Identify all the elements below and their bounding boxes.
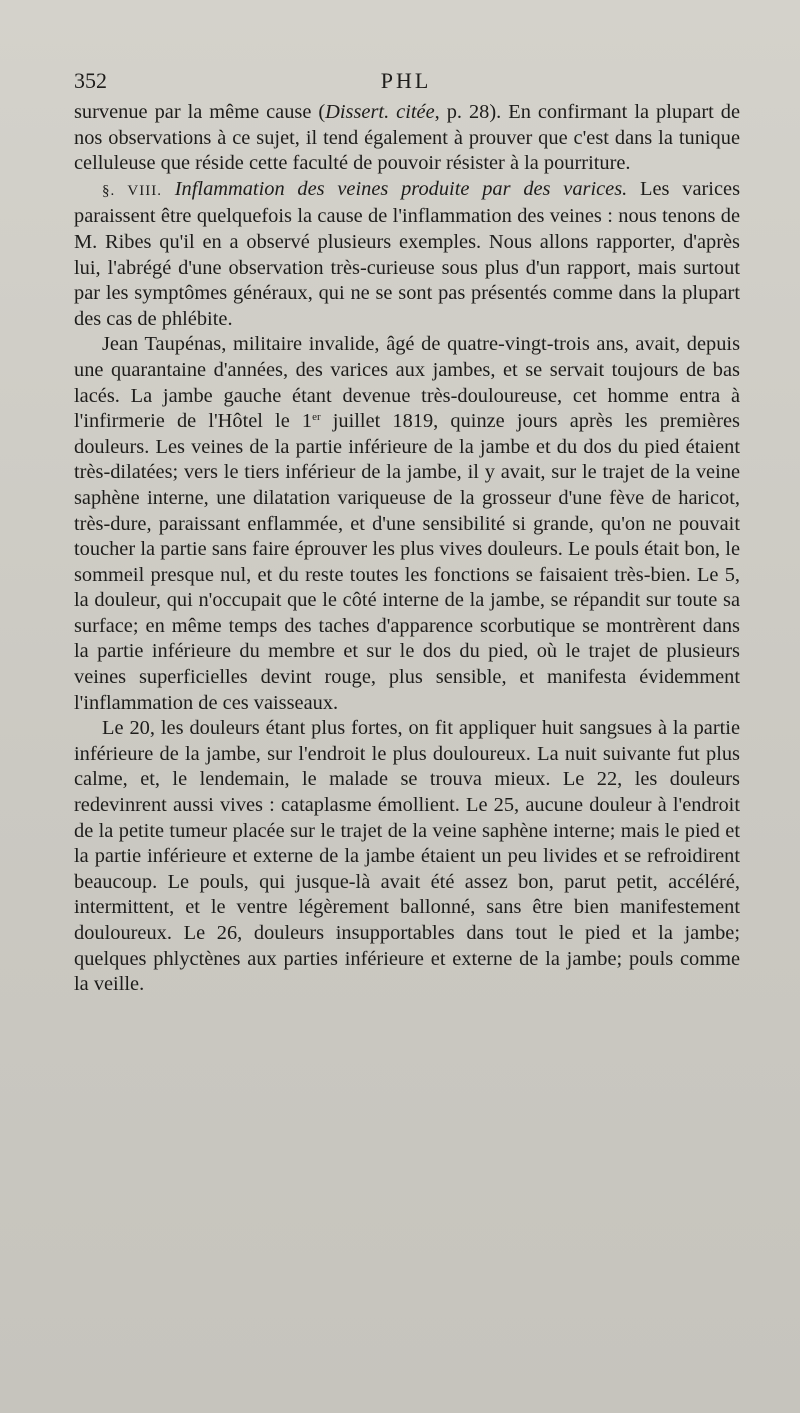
section-title: Inflammation des veines produite par des varices. bbox=[174, 177, 628, 200]
page-number: 352 bbox=[74, 68, 107, 93]
page-header bbox=[74, 68, 738, 102]
ordinal-superscript: er bbox=[312, 411, 321, 424]
running-head: PHL bbox=[380, 68, 432, 93]
body-text bbox=[74, 100, 740, 998]
section-paragraph bbox=[74, 177, 740, 333]
case-paragraph: Jean Taupénas, militaire invalide, âgé de quatre-vingt-trois ans, avait, depuis une quarantaine d'années, des varices aux jambes, et se servait toujours de bas lacés. La jambe gauche étant devenue très-douloureuse, cet homme entra à l'infirmerie de l'Hôtel le 1er juillet 1819, quinze jours après les premières douleurs. Les veines de la partie inférieure de la jambe et du dos du pied étaient très-dilatées; vers le tiers inférieur de la jambe, il y avait, sur le trajet de la veine saphène interne, une dilatation variqueuse de la grosseur d'une fève de haricot, très-dure, paraissant enflammée, et d'une sensibilité si grande, qu'on ne pouvait toucher la partie sans faire éprouver les plus vives douleurs. Le pouls était bon, le sommeil presque nul, et du reste toutes les fonctions se faisaient très-bien. Le 5, la douleur, qui n'occupait que le côté interne de la jambe, se répandit sur toute sa surface; en même temps des taches d'apparence scorbutique se montrèrent dans la partie inférieure du membre et sur le dos du pied, où le trajet de plusieurs veines superficielles devint rouge, plus sensible, et manifesta évidemment l'inflammation de ces vaisseaux. bbox=[74, 333, 740, 714]
section-body: Les varices paraissent être quelquefois la cause de l'inflammation des veines : nous tenons de M. Ribes qu'il en a observé plusieurs exemples. Nous allons rapporter, d'après lui, l'abrégé d'une observation très-curieuse sous plus d'un rapport, mais surtout par les symptômes généraux, qui ne se sont pas présentés comme dans la plupart des cas de phlébite. bbox=[74, 177, 741, 330]
paragraph-continuation: survenue par la même cause (Dissert. citée, p. 28). En confirmant la plupart de nos observations à ce sujet, il tend également à prouver que c'est dans la tunique celluleuse que réside cette faculté de pouvoir résister à la pourriture. bbox=[74, 101, 740, 175]
followup-paragraph: Le 20, les douleurs étant plus fortes, on fit appliquer huit sangsues à la partie inférieure de la jambe, sur l'endroit le plus douloureux. La nuit suivante fut plus calme, et, le lendemain, le malade se trouva mieux. Le 22, les douleurs redevinrent aussi vives : cataplasme émollient. Le 25, aucune douleur à l'endroit de la petite tumeur placée sur le trajet de la veine saphène interne; mais le pied et la partie inférieure et externe de la jambe étaient un peu livides et se refroidirent beaucoup. Le pouls, qui jusque-là avait été assez bon, parut petit, accéléré, intermittent, et le ventre légèrement ballonné, sans être bien manifestement douloureux. Le 26, douleurs insupportables dans tout le pied et la jambe; quelques phlyctènes aux parties inférieure et externe de la jambe; pouls comme la veille. bbox=[74, 717, 740, 996]
citation: Dissert. citée bbox=[325, 101, 435, 123]
section-number: §. VIII. bbox=[102, 182, 162, 199]
